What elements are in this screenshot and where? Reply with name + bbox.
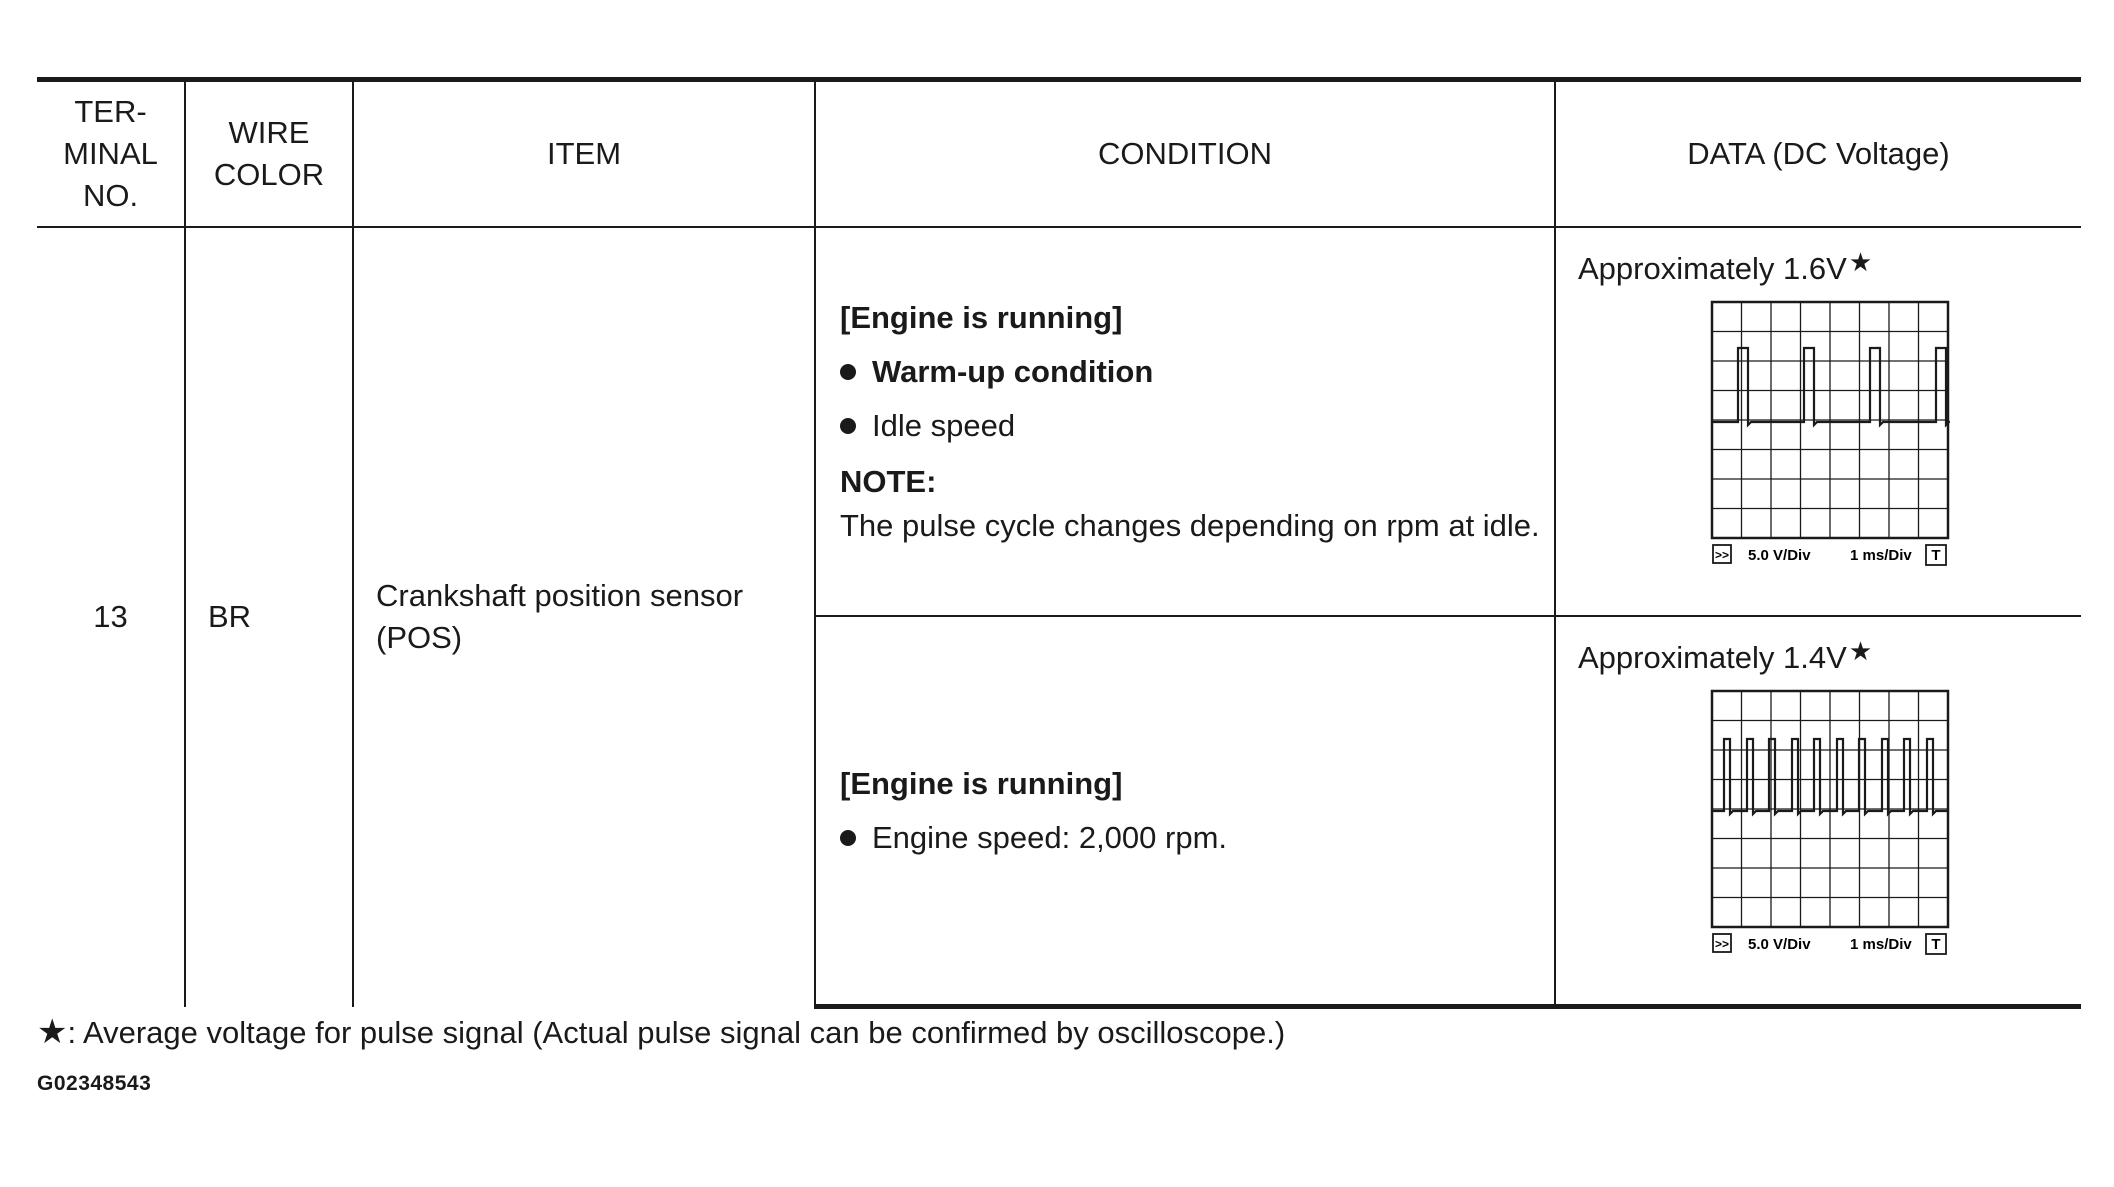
table-header-row (37, 80, 2081, 228)
trigger-icon: T (1931, 547, 1941, 564)
condition-heading: [Engine is running] (840, 299, 1123, 335)
table-row (37, 227, 2081, 616)
time-per-div: 1 ms/Div (1850, 936, 1912, 953)
header-wire-color: WIRE COLOR (185, 80, 353, 228)
wire-color: BR (208, 599, 252, 635)
oscilloscope-waveform-idle (1710, 300, 1950, 566)
mode-icon: >> (1714, 937, 1730, 951)
oscilloscope-waveform-2000rpm (1710, 689, 1950, 955)
bullet-icon (840, 830, 856, 846)
note-heading: NOTE: (840, 463, 937, 499)
volts-per-div: 5.0 V/Div (1748, 547, 1811, 564)
condition-cell-idle (815, 227, 1555, 616)
item-abbrev: (POS) (376, 620, 463, 656)
condition-bullet: Warm-up condition (840, 351, 1540, 393)
terminal-number: 13 (93, 599, 128, 635)
bullet-icon (840, 364, 856, 380)
data-cell-2000rpm (1555, 616, 2081, 1007)
connector-terminal-table (37, 77, 2081, 1009)
header-terminal-no: TER- MINAL NO. (37, 80, 185, 228)
item-name: Crankshaft position sensor (376, 578, 744, 614)
item-cell (353, 227, 815, 1007)
voltage-label: Approximately 1.6V★ (1578, 247, 1873, 286)
star-icon: ★ (1848, 247, 1873, 277)
header-condition: CONDITION (815, 80, 1555, 228)
wire-color-cell (185, 227, 353, 1007)
condition-bullet: Idle speed (840, 405, 1540, 447)
data-cell-idle (1555, 227, 2081, 616)
trigger-icon: T (1931, 936, 1941, 953)
voltage-label: Approximately 1.4V★ (1578, 636, 1873, 675)
figure-id: G02348543 (37, 1072, 152, 1095)
condition-heading: [Engine is running] (840, 765, 1123, 801)
header-item: ITEM (353, 80, 815, 228)
star-icon: ★ (1848, 636, 1873, 666)
footnote-text: : Average voltage for pulse signal (Actual pulse signal can be confirmed by oscilloscope.) (67, 1015, 1286, 1050)
star-icon: ★ (37, 1013, 68, 1051)
condition-bullet: Engine speed: 2,000 rpm. (840, 817, 1540, 859)
mode-icon: >> (1714, 548, 1730, 562)
header-data: DATA (DC Voltage) (1555, 80, 2081, 228)
time-per-div: 1 ms/Div (1850, 547, 1912, 564)
bullet-icon (840, 418, 856, 434)
condition-cell-2000rpm (815, 616, 1555, 1007)
terminal-number-cell (37, 227, 185, 1007)
volts-per-div: 5.0 V/Div (1748, 936, 1811, 953)
footnote (37, 1012, 1285, 1053)
note-text: The pulse cycle changes depending on rpm at idle. (840, 507, 1540, 543)
